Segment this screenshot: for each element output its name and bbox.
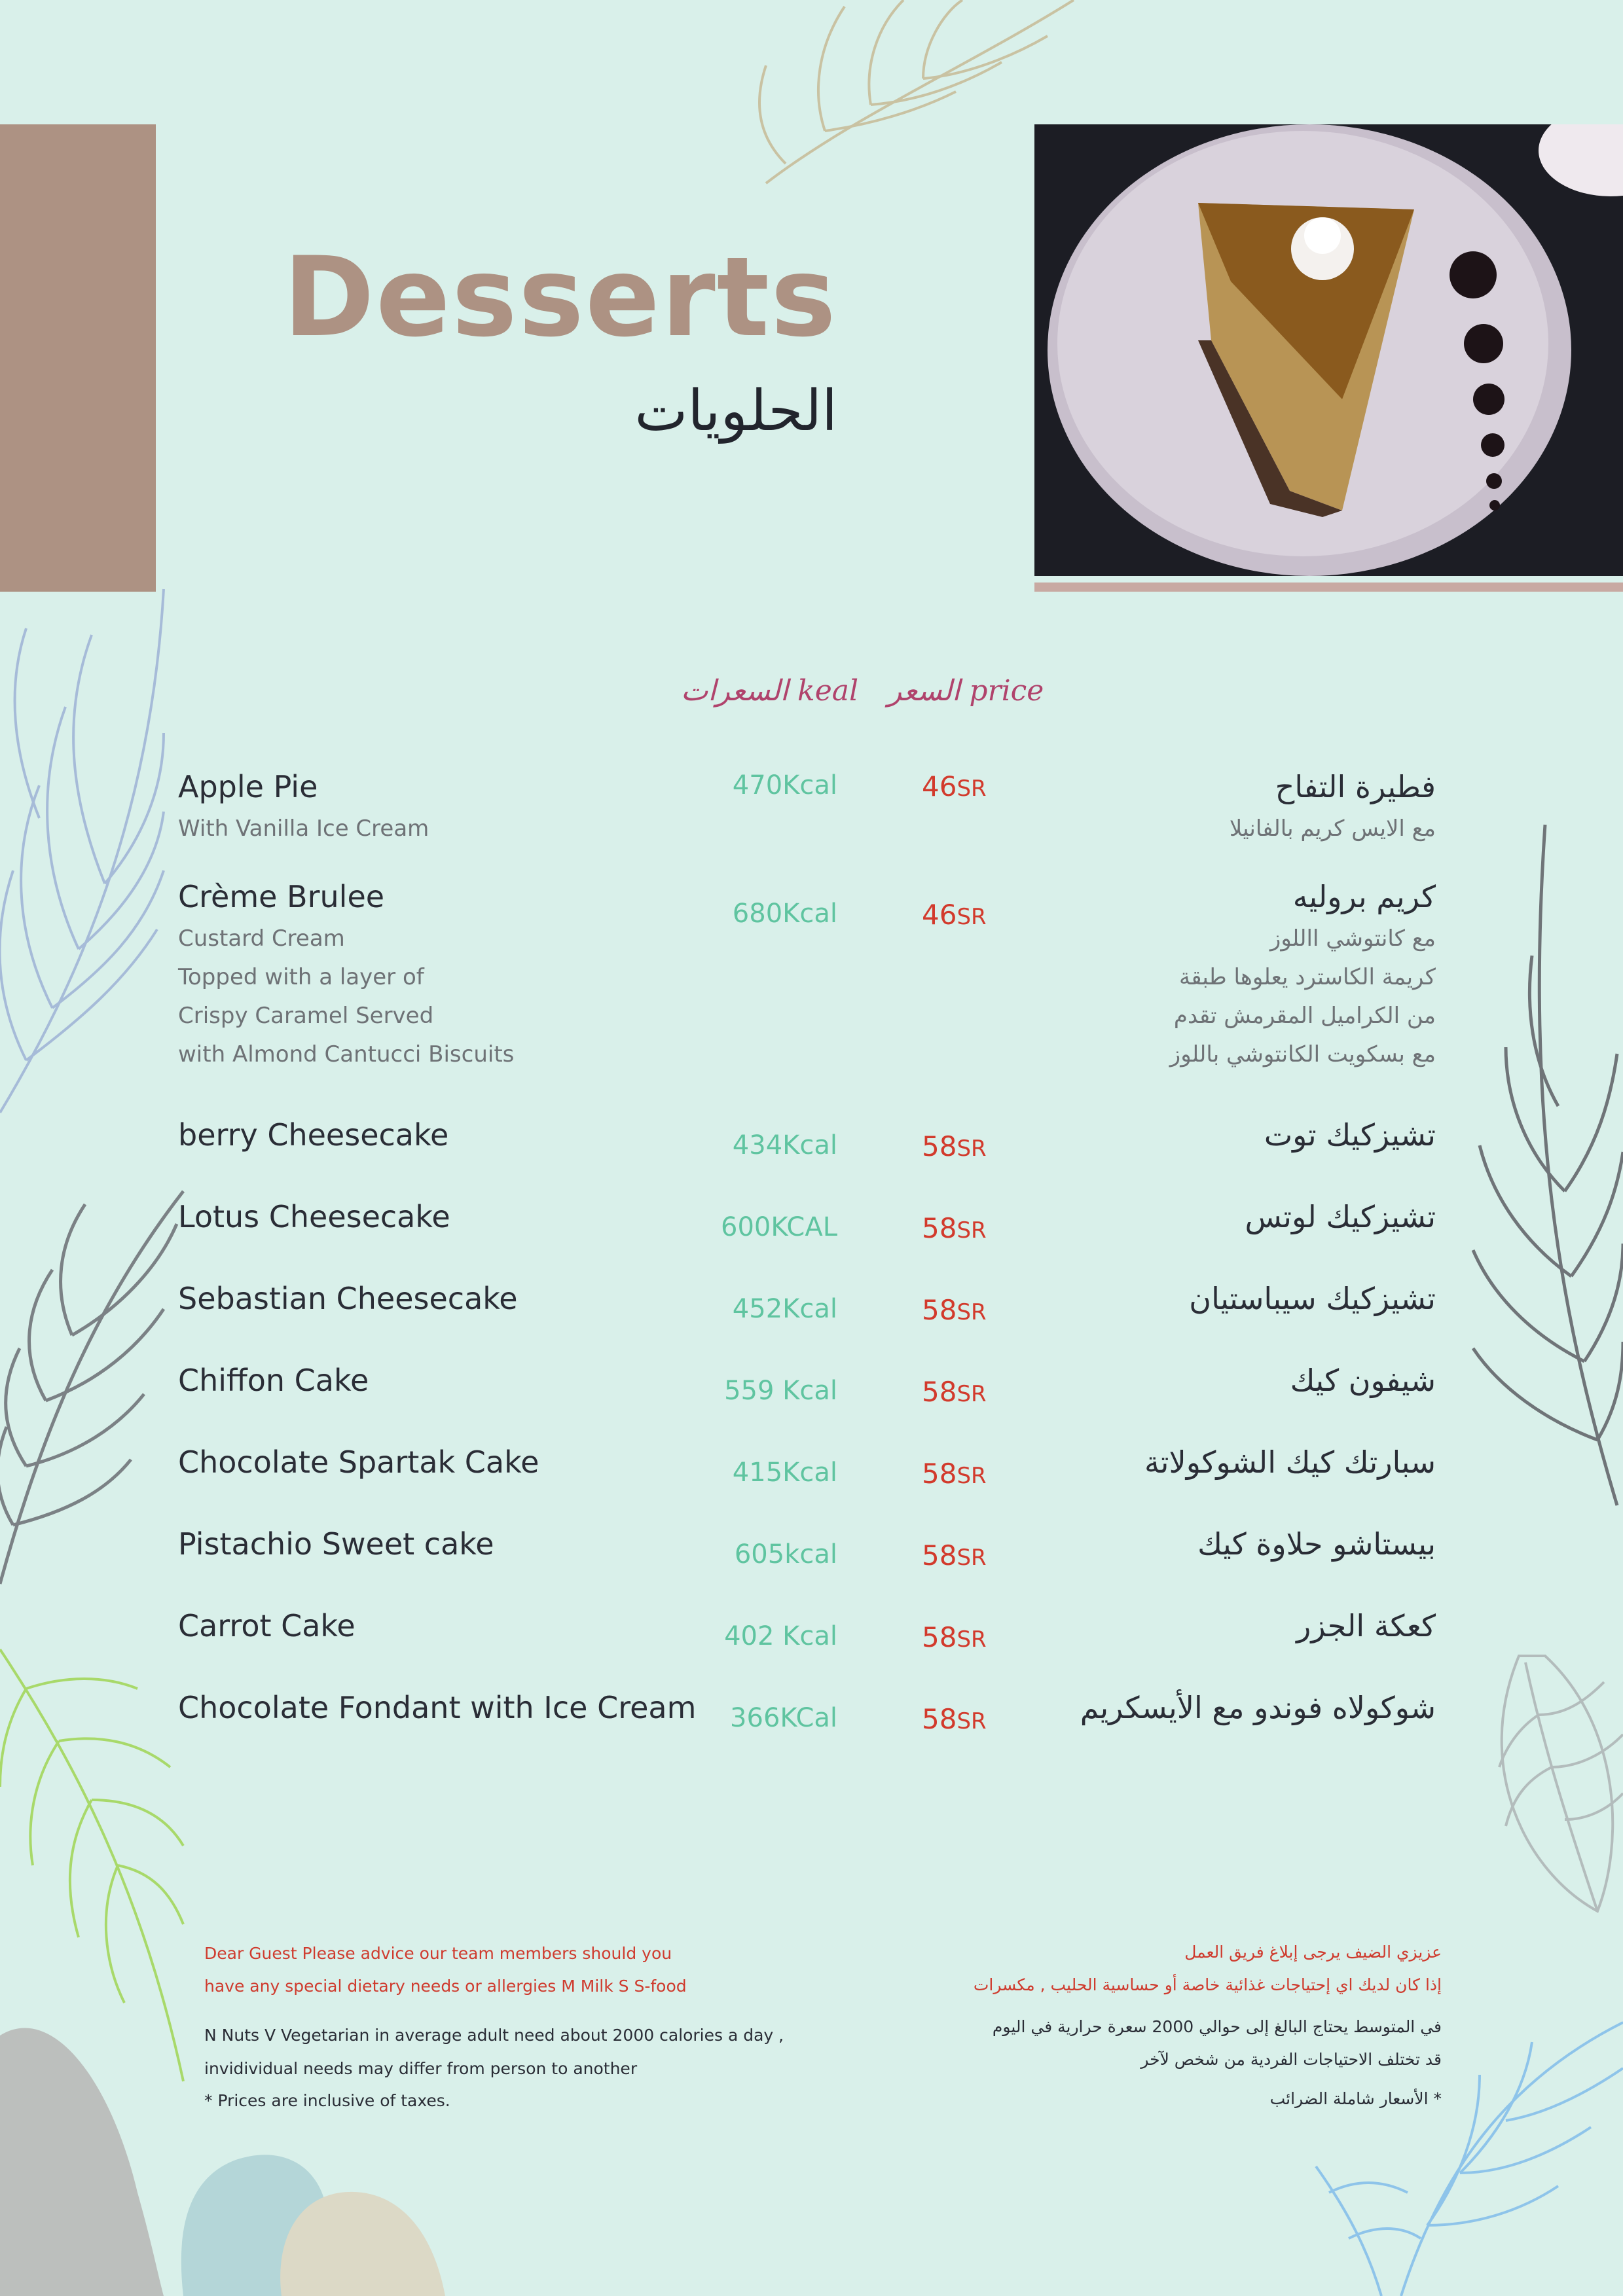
item-price xyxy=(922,1539,987,1571)
description-line: Custard Cream xyxy=(178,925,345,952)
item-name: Chocolate Fondant with Ice Cream xyxy=(178,1690,697,1725)
description-line: with Almond Cantucci Biscuits xyxy=(178,1041,515,1067)
description-line: Crispy Caramel Served xyxy=(178,1003,434,1029)
item-calories: 559 Kcal xyxy=(724,1376,837,1406)
page-title-arabic: الحلويات xyxy=(634,378,837,444)
description-line: مع كانتوشي االلوز xyxy=(1269,925,1436,952)
description-line: من الكراميل المقرمش تقدم xyxy=(1173,1003,1436,1029)
item-price xyxy=(922,1212,987,1244)
footer-line: قد تختلف الاحتياجات الفردية من شخص لآخر xyxy=(1140,2050,1442,2069)
price-value: 58 xyxy=(922,1294,957,1326)
item-price xyxy=(922,1376,987,1408)
price-value: 58 xyxy=(922,1621,957,1653)
currency: SR xyxy=(957,1626,987,1653)
item-calories: 366KCal xyxy=(730,1703,837,1733)
currency: SR xyxy=(957,776,987,802)
currency: SR xyxy=(957,1463,987,1489)
item-price xyxy=(922,770,987,802)
item-description-arabic xyxy=(1170,920,1436,1074)
item-calories: 415Kcal xyxy=(732,1458,837,1488)
description-line: كريمة الكاسترد يعلوها طبقة xyxy=(1178,964,1436,990)
item-price xyxy=(922,1621,987,1653)
item-description xyxy=(178,810,429,848)
item-name-arabic: تشيزكيك توت xyxy=(1264,1117,1436,1153)
tax-note: * الأسعار شاملة الضرائب xyxy=(1269,2089,1442,2108)
price-value: 58 xyxy=(922,1539,957,1571)
price-value: 46 xyxy=(922,770,957,802)
tax-note: * Prices are inclusive of taxes. xyxy=(204,2091,450,2110)
item-price xyxy=(922,899,987,931)
item-name-arabic: كريم بروليه xyxy=(1292,879,1436,914)
item-name: Carrot Cake xyxy=(178,1608,356,1643)
footer-line: invidividual needs may differ from person to another xyxy=(204,2059,638,2078)
item-calories: 402 Kcal xyxy=(724,1621,837,1651)
price-column-header: price السعر xyxy=(888,674,1044,708)
footer-line: إذا كان لديك اي إحتياجات غذائية خاصة أو حساسية الحليب , مكسرات xyxy=(973,1975,1442,1994)
item-description-arabic xyxy=(1230,810,1436,848)
item-description xyxy=(178,920,514,1074)
item-calories: 680Kcal xyxy=(732,899,837,929)
item-name-arabic: بيستاشو حلاوة كيك xyxy=(1197,1526,1436,1562)
kcal-column-header: keal السعرات xyxy=(681,674,859,708)
currency: SR xyxy=(957,1136,987,1162)
price-value: 46 xyxy=(922,899,957,931)
item-name-arabic: تشيزكيك سيباستيان xyxy=(1189,1281,1436,1316)
description-line: Topped with a layer of xyxy=(178,964,424,990)
price-value: 58 xyxy=(922,1376,957,1408)
item-price xyxy=(922,1703,987,1735)
footer-line: have any special dietary needs or allergies M Milk S S-food xyxy=(204,1977,687,1996)
currency: SR xyxy=(957,1381,987,1407)
page-title: Desserts xyxy=(283,233,837,361)
price-value: 58 xyxy=(922,1212,957,1244)
item-name-arabic: شوكولاه فوندو مع الأيسكريم xyxy=(1080,1690,1436,1725)
item-calories: 470Kcal xyxy=(732,770,837,800)
item-name-arabic: كعكة الجزر xyxy=(1296,1608,1436,1643)
item-name: Chocolate Spartak Cake xyxy=(178,1444,539,1480)
item-name-arabic: تشيزكيك لوتس xyxy=(1245,1199,1436,1234)
item-price xyxy=(922,1458,987,1490)
item-name-arabic: شيفون كيك xyxy=(1290,1363,1436,1398)
item-price xyxy=(922,1294,987,1326)
currency: SR xyxy=(957,1217,987,1244)
item-name: Sebastian Cheesecake xyxy=(178,1281,518,1316)
price-value: 58 xyxy=(922,1130,957,1162)
item-name: Apple Pie xyxy=(178,769,318,804)
currency: SR xyxy=(957,1708,987,1734)
currency: SR xyxy=(957,904,987,930)
item-price xyxy=(922,1130,987,1162)
currency: SR xyxy=(957,1299,987,1325)
item-name: Chiffon Cake xyxy=(178,1363,369,1398)
item-name: Crème Brulee xyxy=(178,879,385,914)
description-line: With Vanilla Ice Cream xyxy=(178,816,429,842)
item-calories: 434Kcal xyxy=(732,1130,837,1160)
item-name: berry Cheesecake xyxy=(178,1117,449,1153)
item-calories: 452Kcal xyxy=(732,1294,837,1324)
item-calories: 605kcal xyxy=(734,1539,837,1570)
footer-line: N Nuts V Vegetarian in average adult need about 2000 calories a day , xyxy=(204,2026,784,2045)
item-name: Pistachio Sweet cake xyxy=(178,1526,494,1562)
item-name: Lotus Cheesecake xyxy=(178,1199,450,1234)
description-line: مع الايس كريم بالفانيلا xyxy=(1229,816,1436,842)
footer-line: Dear Guest Please advice our team members should you xyxy=(204,1944,672,1963)
description-line: مع بسكويت الكانتوشي باللوز xyxy=(1169,1041,1436,1067)
item-name-arabic: فطيرة التفاح xyxy=(1275,769,1436,804)
item-name-arabic: سبارتك كيك الشوكولاتة xyxy=(1144,1444,1436,1480)
item-calories: 600KCAL xyxy=(721,1212,837,1242)
price-value: 58 xyxy=(922,1458,957,1490)
footer-line: في المتوسط يحتاج البالغ إلى حوالي 2000 سعرة حرارية في اليوم xyxy=(992,2017,1442,2036)
price-value: 58 xyxy=(922,1703,957,1735)
currency: SR xyxy=(957,1545,987,1571)
footer-line: عزيزي الضيف يرجى إبلاغ فريق العمل xyxy=(1184,1943,1442,1962)
